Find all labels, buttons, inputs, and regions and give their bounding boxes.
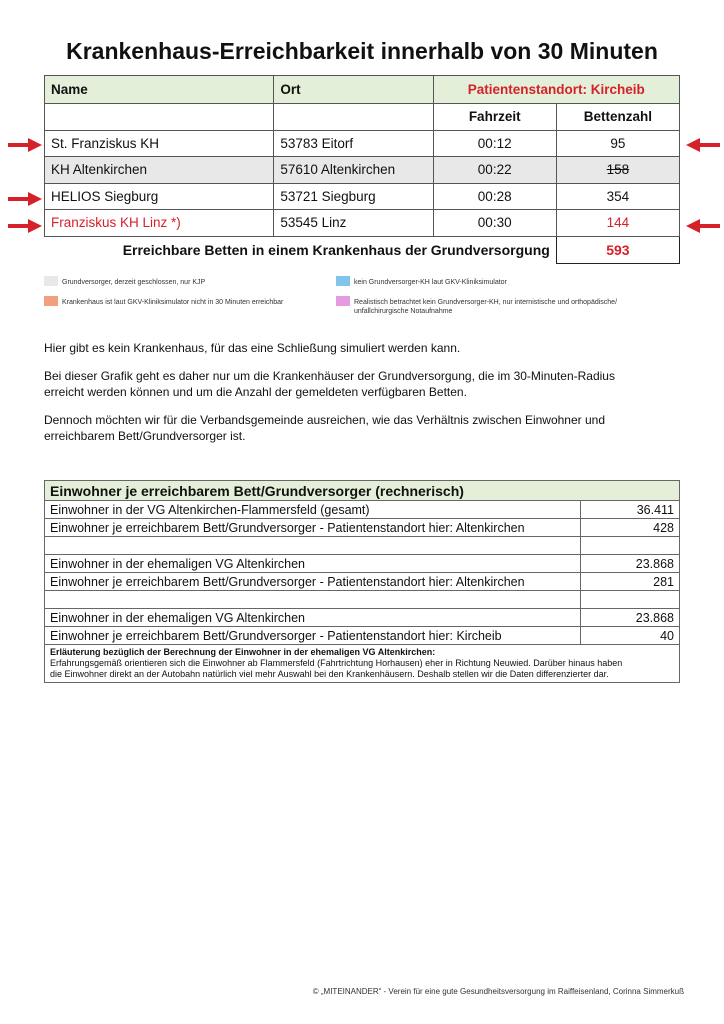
bettenzahl-struck: 158 xyxy=(606,162,630,178)
col-name-header: Name xyxy=(45,76,274,104)
arrow-right-icon xyxy=(8,138,42,152)
legend-pink-text xyxy=(354,298,617,316)
row-label: Einwohner je erreichbarem Bett/Grundversorger - Patientenstandort hier: Altenkirchen xyxy=(45,519,581,537)
legend-pink-line: unfallchirurgische Notaufnahme xyxy=(354,308,453,315)
col-betten-header: Bettenzahl xyxy=(556,104,679,131)
empty-cell xyxy=(581,591,680,609)
table-row xyxy=(45,210,680,237)
legend-orange-text: Krankenhaus ist laut GKV-Kliniksimulator nicht in 30 Minuten erreichbar xyxy=(62,299,284,306)
table-row xyxy=(45,157,680,184)
note-row xyxy=(45,645,680,683)
hospital-table xyxy=(44,75,680,264)
fahrzeit: 00:28 xyxy=(433,183,556,210)
paragraph xyxy=(44,368,684,400)
row-value: 23.868 xyxy=(581,609,680,627)
legend-swatch-grey xyxy=(44,276,58,286)
hospital-ort: 57610 Altenkirchen xyxy=(274,157,433,184)
hospital-name: St. Franziskus KH xyxy=(45,130,274,157)
empty-cell xyxy=(274,104,433,131)
fahrzeit: 00:30 xyxy=(433,210,556,237)
note-cell xyxy=(45,645,680,683)
hospital-ort: 53721 Siegburg xyxy=(274,183,433,210)
residents-table-title-row xyxy=(45,481,680,501)
legend-grey-text: Grundversorger, derzeit geschlossen, nur KJP xyxy=(62,279,206,286)
paragraph-line: Bei dieser Grafik geht es daher nur um die Krankenhäuser der Grundversorgung, die im 30-Minuten-Radius xyxy=(44,369,615,383)
row-label: Einwohner in der VG Altenkirchen-Flammersfeld (gesamt) xyxy=(45,501,581,519)
fahrzeit: 00:22 xyxy=(433,157,556,184)
fahrzeit: 00:12 xyxy=(433,130,556,157)
table-header-row xyxy=(45,76,680,104)
hospital-name: HELIOS Siegburg xyxy=(45,183,274,210)
table-row xyxy=(45,501,680,519)
row-label: Einwohner je erreichbarem Bett/Grundversorger - Patientenstandort hier: Kircheib xyxy=(45,627,581,645)
empty-cell xyxy=(45,591,581,609)
paragraph xyxy=(44,412,684,444)
page-title: Krankenhaus-Erreichbarkeit innerhalb von 30 Minuten xyxy=(66,38,658,64)
total-row xyxy=(45,236,680,264)
residents-table xyxy=(44,480,680,683)
legend-swatch-blue xyxy=(336,276,350,286)
empty-cell xyxy=(581,537,680,555)
empty-cell xyxy=(45,537,581,555)
hospital-name: Franziskus KH Linz *) xyxy=(45,210,274,237)
legend-swatch-pink xyxy=(336,296,350,306)
hospital-name: KH Altenkirchen xyxy=(45,157,274,184)
table-row xyxy=(45,519,680,537)
table-row xyxy=(45,627,680,645)
arrow-left-icon xyxy=(686,219,720,233)
table-row xyxy=(45,573,680,591)
legend-swatch-orange xyxy=(44,296,58,306)
paragraph-line: erreichbarem Bett/Grundversorger ist. xyxy=(44,429,246,443)
footer: © „MITEINANDER“ - Verein für eine gute Gesundheitsversorgung im Raiffeisenland, Corinna Simmerkuß xyxy=(312,987,684,996)
table-row xyxy=(45,609,680,627)
note-line: die Einwohner direkt an der Autobahn natürlich viel mehr Auswahl bei den Krankenhäusern. Deshalb stellen wir die Daten differenzierter dar. xyxy=(50,669,609,679)
total-label: Erreichbare Betten in einem Krankenhaus der Grundversorgung xyxy=(122,242,550,258)
patient-location-header: Patientenstandort: Kircheib xyxy=(433,76,679,104)
bettenzahl: 95 xyxy=(556,130,679,157)
paragraph: Hier gibt es kein Krankenhaus, für das eine Schließung simuliert werden kann. xyxy=(44,341,461,355)
table-row xyxy=(45,130,680,157)
row-value: 281 xyxy=(581,573,680,591)
row-value: 36.411 xyxy=(581,501,680,519)
col-fahrzeit-header: Fahrzeit xyxy=(433,104,556,131)
arrow-left-icon xyxy=(686,138,720,152)
empty-cell xyxy=(45,104,274,131)
bettenzahl: 354 xyxy=(556,183,679,210)
row-label: Einwohner je erreichbarem Bett/Grundversorger - Patientenstandort hier: Altenkirchen xyxy=(45,573,581,591)
note-line: Erfahrungsgemäß orientieren sich die Einwohner ab Flammersfeld (Fahrtrichtung Horhausen) eher in Richtung Neuwied. Darüber hinaus haben xyxy=(50,658,623,668)
table-row xyxy=(45,555,680,573)
total-value: 593 xyxy=(556,236,679,264)
arrow-right-icon xyxy=(8,192,42,206)
residents-table-title: Einwohner je erreichbarem Bett/Grundversorger (rechnerisch) xyxy=(45,481,680,501)
legend-blue-text: kein Grundversorger-KH laut GKV-Kliniksimulator xyxy=(354,279,507,286)
paragraph-line: erreicht werden können und um die Anzahl der gemeldeten verfügbaren Betten. xyxy=(44,385,467,399)
row-value: 428 xyxy=(581,519,680,537)
col-ort-header: Ort xyxy=(274,76,433,104)
arrow-right-icon xyxy=(8,219,42,233)
row-value: 40 xyxy=(581,627,680,645)
note-title: Erläuterung bezüglich der Berechnung der Einwohner in der ehemaligen VG Altenkirchen: xyxy=(50,647,436,657)
paragraph-line: Dennoch möchten wir für die Verbandsgemeinde ausreichen, wie das Verhältnis zwischen Einwohner und xyxy=(44,413,605,427)
spacer-row xyxy=(45,591,680,609)
hospital-ort: 53545 Linz xyxy=(274,210,433,237)
row-label: Einwohner in der ehemaligen VG Altenkirchen xyxy=(45,609,581,627)
table-row xyxy=(45,183,680,210)
row-value: 23.868 xyxy=(581,555,680,573)
table-subheader-row xyxy=(45,104,680,131)
legend-pink-line: Realistisch betrachtet kein Grundversorger-KH, nur internistische und orthopädische/ xyxy=(354,299,618,306)
hospital-ort: 53783 Eitorf xyxy=(274,130,433,157)
bettenzahl: 144 xyxy=(556,210,679,237)
spacer-row xyxy=(45,537,680,555)
row-label: Einwohner in der ehemaligen VG Altenkirchen xyxy=(45,555,581,573)
